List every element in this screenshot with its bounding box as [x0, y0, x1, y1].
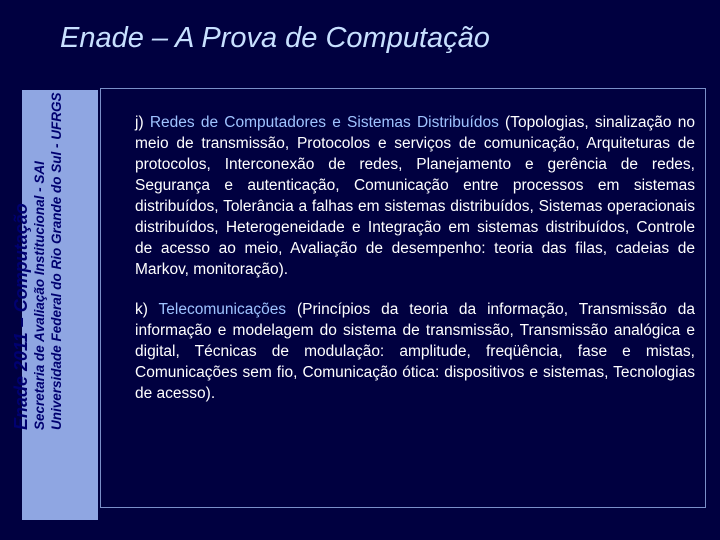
content-body: [135, 112, 695, 423]
topic-item-telecom: [135, 299, 695, 404]
topic-prefix: k): [135, 301, 159, 318]
banner-line-course: Enade 2011 – Computação: [11, 203, 31, 430]
topic-title: Telecomunicações: [158, 301, 287, 318]
topic-item-redes: [135, 112, 695, 280]
slide-title: Enade – A Prova de Computação: [60, 22, 490, 54]
topic-description: (Princípios da teoria da informação, Transmissão da informação e modelagem do sistema de transmissão, Transmissão analógica e digital, Técnicas de modulação: amplitude, freqüência, fase e mistas, Comunicações sem fio, Comunicação ótica: dispositivos e sistemas, Tecnologias de acesso).: [135, 301, 695, 402]
topic-description: (Topologias, sinalização no meio de transmissão, Protocolos e serviços de comunicação, Arquiteturas de protocolos, Interconexão de redes, Planejamento e gerência de redes, Segurança e autenticação, Comunicação entre processos em sistemas distribuídos, Tolerância a falhas em sistemas distribuídos, Sistemas operacionais distribuídos, Heterogeneidade e Integração em sistemas distribuídos, Controle de acesso ao meio, Avaliação de desempenho: teoria das filas, cadeias de Markov, monitoração).: [135, 114, 695, 278]
banner-line-secretaria: Secretaria de Avaliação Institucional - SAI: [32, 161, 47, 430]
topic-title: Redes de Computadores e Sistemas Distribuídos: [149, 114, 499, 131]
side-banner-text: [11, 0, 65, 430]
banner-line-university: Universidade Federal do Rio Grande do Sul - UFRGS: [49, 92, 64, 430]
topic-prefix: j): [135, 114, 150, 131]
